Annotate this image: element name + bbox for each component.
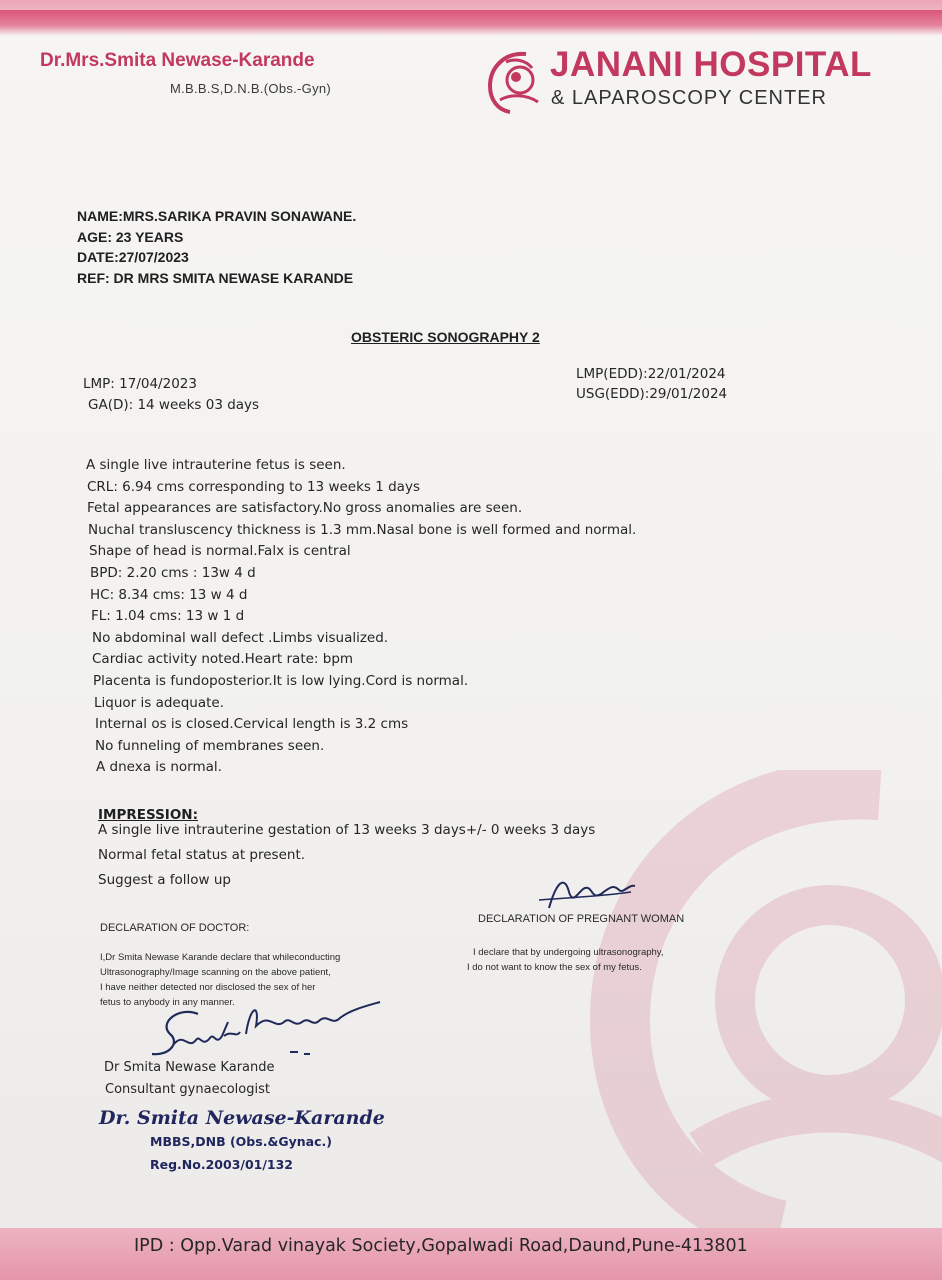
lmp-date: LMP: 17/04/2023 (83, 376, 197, 392)
finding-line: A dnexa is normal. (96, 759, 222, 776)
report-title: OBSTERIC SONOGRAPHY 2 (351, 329, 540, 345)
finding-line: Cardiac activity noted.Heart rate: bpm (92, 651, 354, 668)
patient-details (77, 206, 356, 288)
finding-line: FL: 1.04 cms: 13 w 1 d (91, 608, 245, 625)
finding-line: Fetal appearances are satisfactory.No gross anomalies are seen. (87, 500, 523, 517)
doctor-declaration-line: fetus to anybody in any manner. (100, 997, 235, 1008)
woman-declaration-line: I do not want to know the sex of my fetus. (467, 962, 642, 973)
signer-title: Consultant gynaecologist (105, 1082, 270, 1097)
mother-child-logo-icon (486, 50, 544, 114)
hospital-subtitle: & LAPAROSCOPY CENTER (551, 87, 827, 109)
finding-line: BPD: 2.20 cms : 13w 4 d (90, 564, 256, 581)
impression-text (98, 818, 595, 893)
finding-line: No abdominal wall defect .Limbs visualized. (92, 629, 389, 646)
finding-line: Internal os is closed.Cervical length is 3.2 cms (95, 716, 409, 733)
report-date: DATE:27/07/2023 (77, 249, 189, 265)
impression-line: Normal fetal status at present. (98, 847, 306, 863)
stamp-doctor-name: Dr. Smita Newase-Karande (99, 1107, 385, 1129)
patient-name: NAME:MRS.SARIKA PRAVIN SONAWANE. (77, 208, 357, 224)
finding-line: HC: 8.34 cms: 13 w 4 d (90, 586, 248, 603)
doctor-declaration-line: Ultrasonography/Image scanning on the above patient, (100, 967, 331, 978)
mother-child-watermark-icon (580, 770, 942, 1230)
patient-age: AGE: 23 YEARS (77, 228, 184, 245)
gestational-age: GA(D): 14 weeks 03 days (88, 397, 260, 413)
finding-line: Liquor is adequate. (94, 694, 225, 711)
patient-signature (535, 870, 655, 915)
letterhead-doctor-name: Dr.Mrs.Smita Newase-Karande (40, 50, 315, 71)
referring-doctor: REF: DR MRS SMITA NEWASE KARANDE (77, 269, 354, 286)
finding-line: CRL: 6.94 cms corresponding to 13 weeks 1 days (87, 478, 420, 495)
doctor-declaration-line: I have neither detected nor disclosed the sex of her (100, 982, 316, 993)
finding-line: No funneling of membranes seen. (95, 737, 325, 754)
woman-declaration-line: I declare that by undergoing ultrasonography, (473, 947, 664, 958)
signer-name: Dr Smita Newase Karande (104, 1060, 275, 1075)
impression-heading: IMPRESSION: (98, 807, 199, 823)
stamp-registration: Reg.No.2003/01/132 (150, 1157, 294, 1172)
footer-address: IPD : Opp.Varad vinayak Society,Gopalwadi Road,Daund,Pune-413801 (134, 1236, 748, 1256)
woman-declaration-heading: DECLARATION OF PREGNANT WOMAN (478, 913, 685, 925)
finding-line: A single live intrauterine fetus is seen. (86, 457, 346, 473)
lmp-edd: LMP(EDD):22/01/2024 (576, 366, 726, 382)
letterhead-doctor-qualifications: M.B.B.S,D.N.B.(Obs.-Gyn) (170, 81, 332, 96)
finding-line: Placenta is fundoposterior.It is low lying.Cord is normal. (93, 672, 469, 689)
doctor-declaration-line: I,Dr Smita Newase Karande declare that whileconducting (100, 952, 341, 963)
finding-line: Nuchal transluscency thickness is 1.3 mm.Nasal bone is well formed and normal. (88, 521, 637, 538)
impression-line: Suggest a follow up (98, 872, 231, 888)
findings-list (86, 455, 636, 779)
doctor-signature (140, 992, 390, 1067)
hospital-name: JANANI HOSPITAL (550, 45, 872, 84)
stamp-qualifications: MBBS,DNB (Obs.&Gynac.) (150, 1134, 332, 1149)
doctor-declaration-heading: DECLARATION OF DOCTOR: (100, 922, 250, 934)
impression-line: A single live intrauterine gestation of 13 weeks 3 days+/- 0 weeks 3 days (98, 822, 596, 838)
finding-line: Shape of head is normal.Falx is central (89, 543, 351, 560)
usg-edd: USG(EDD):29/01/2024 (576, 386, 728, 402)
paper-top-edge (0, 0, 942, 10)
woman-declaration-text (467, 945, 663, 975)
